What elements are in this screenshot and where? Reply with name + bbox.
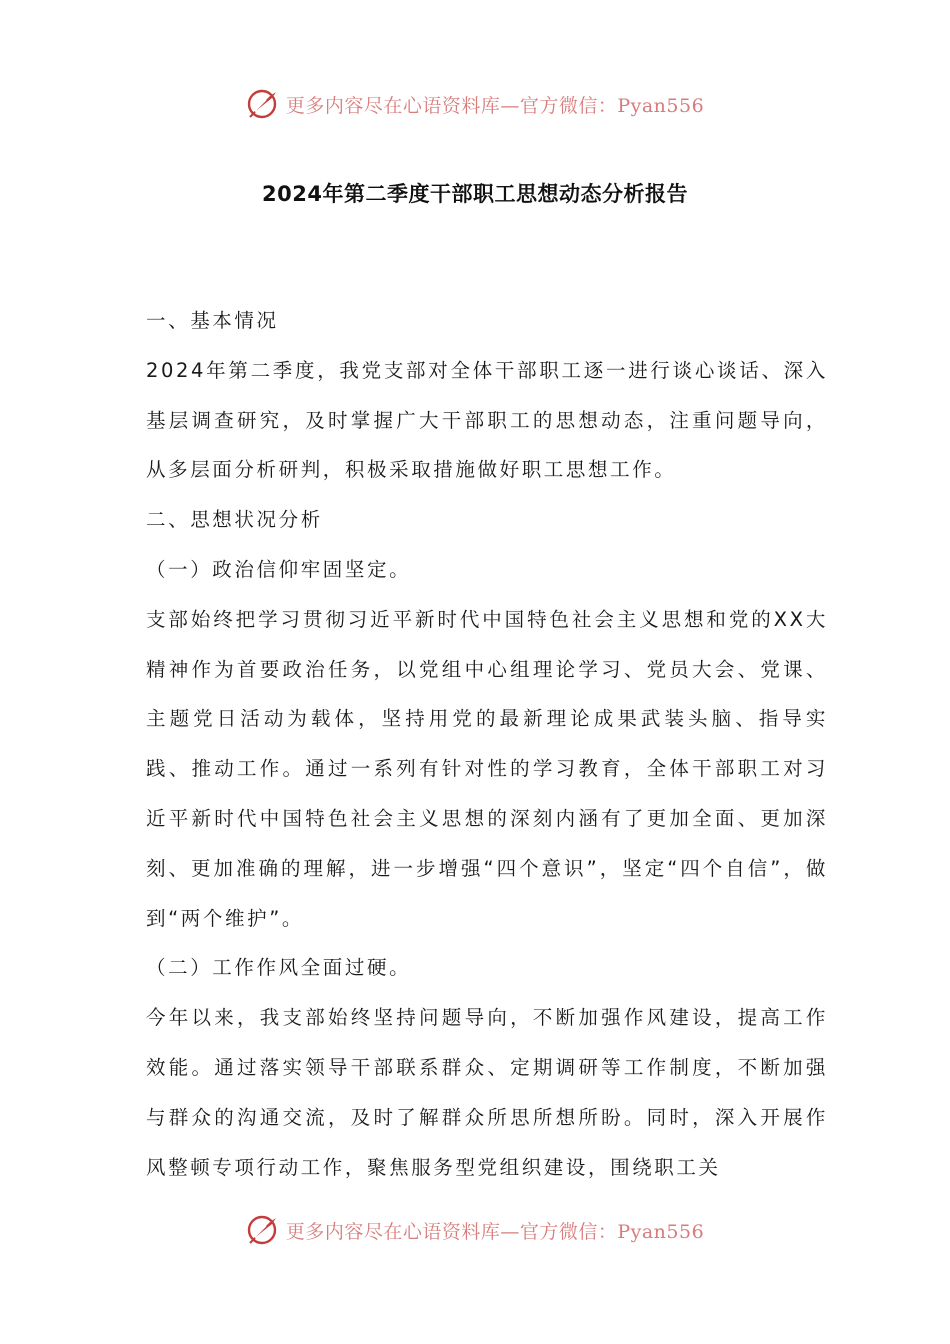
document-title: 2024年第二季度干部职工思想动态分析报告 xyxy=(262,182,688,206)
paragraph: 支部始终把学习贯彻习近平新时代中国特色社会主义思想和党的XX大精神作为首要政治任务，以党组中心组理论学习、党员大会、党课、主题党日活动为载体，坚持用党的最新理论成果武装头脑、指导实践、推动工作。通过一系列有针对性的学习教育，全体干部职工对习近平新时代中国特色社会主义思想的深刻内涵有了更加全面、更加深刻、更加准确的理解，进一步增强“四个意识”，坚定“四个自信”，做到“两个维护”。 xyxy=(146,607,828,930)
header-watermark xyxy=(0,82,950,126)
document-body xyxy=(146,296,828,1192)
watermark-text: 更多内容尽在心语资料库—官方微信：Pyan556 xyxy=(285,94,705,117)
subsection-heading: （一）政治信仰牢固坚定。 xyxy=(146,557,412,581)
quill-pen-logo-icon xyxy=(246,86,282,122)
quill-pen-logo-icon xyxy=(246,1212,282,1248)
paragraph: 今年以来，我支部始终坚持问题导向，不断加强作风建设，提高工作效能。通过落实领导干部联系群众、定期调研等工作制度，不断加强与群众的沟通交流，及时了解群众所思所想所盼。同时，深入开展作风整顿专项行动工作，聚焦服务型党组织建设，围绕职工关 xyxy=(146,1006,828,1179)
paragraph: 2024年第二季度，我党支部对全体干部职工逐一进行谈心谈话、深入基层调查研究，及时掌握广大干部职工的思想动态，注重问题导向，从多层面分析研判，积极采取措施做好职工思想工作。 xyxy=(146,358,828,482)
section-heading-basic: 一、基本情况 xyxy=(146,309,279,332)
subsection-heading: （二）工作作风全面过硬。 xyxy=(146,956,412,980)
footer-watermark xyxy=(0,1208,950,1252)
section-heading-analysis: 二、思想状况分析 xyxy=(146,508,323,532)
watermark-text: 更多内容尽在心语资料库—官方微信：Pyan556 xyxy=(285,1220,705,1243)
